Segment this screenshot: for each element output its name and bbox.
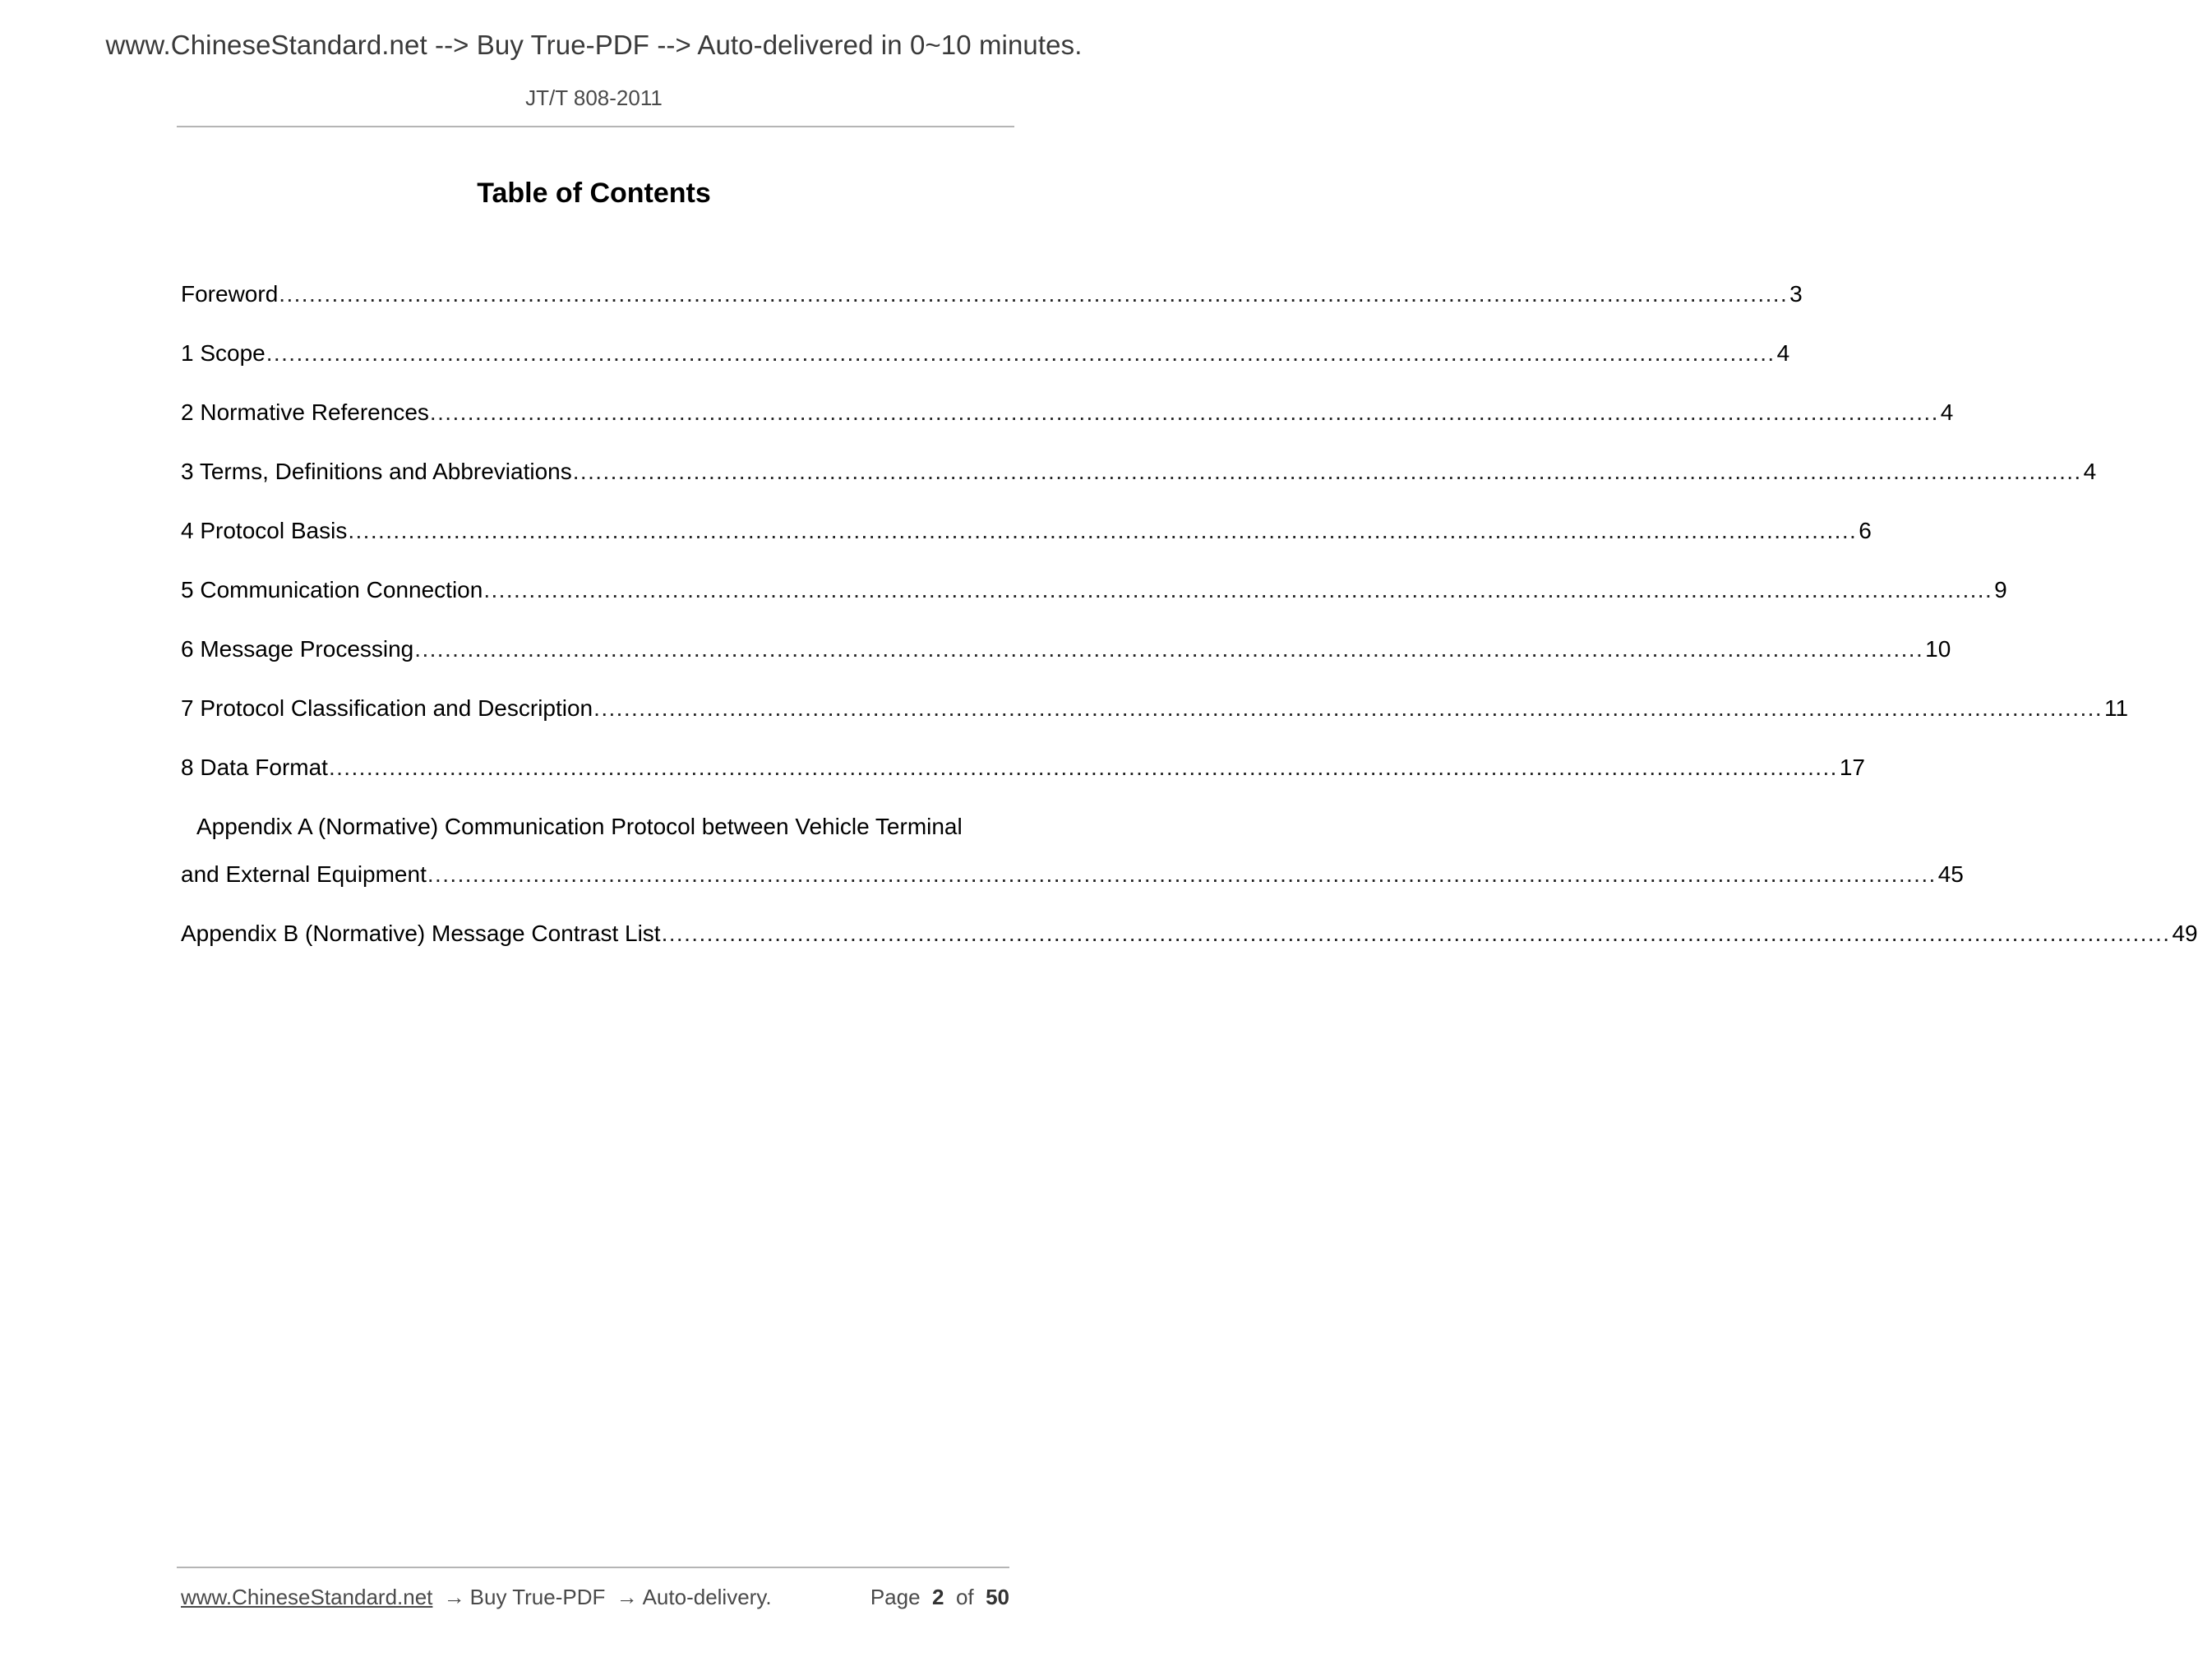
top-banner: www.ChineseStandard.net --> Buy True-PDF --> Auto-delivered in 0~10 minutes. xyxy=(105,30,1083,60)
toc-entry-protocol-classification[interactable] xyxy=(181,692,2129,751)
toc-entry-protocol-basis[interactable] xyxy=(181,515,1872,574)
current-page-number: 2 xyxy=(932,1585,944,1609)
toc-leader-dots: ........................................................................................................................................................................................................ xyxy=(279,281,1789,307)
toc-leader-dots: ........................................................................................................................................................................................................ xyxy=(572,459,2082,484)
toc-leader-dots: ........................................................................................................................................................................................................ xyxy=(266,340,1775,366)
toc-page-number: 45 xyxy=(1937,861,1964,887)
toc-entry-label: 2 Normative References xyxy=(181,399,429,425)
toc-page-number: 11 xyxy=(2104,695,2129,721)
toc-entry-scope[interactable] xyxy=(181,337,1790,396)
toc-entry-label: Appendix B (Normative) Message Contrast List xyxy=(181,921,661,946)
toc-page-number: 17 xyxy=(1839,755,1865,780)
toc-page-number: 4 xyxy=(1940,399,1954,425)
toc-entry-label: 5 Communication Connection xyxy=(181,577,483,602)
arrow-right-icon: → xyxy=(616,1585,638,1609)
footer-buy-text: Buy True-PDF xyxy=(469,1585,606,1609)
toc-entry-terms-definitions[interactable] xyxy=(181,455,2097,515)
toc-entry-label: 7 Protocol Classification and Description xyxy=(181,695,593,721)
toc-leader-dots: ........................................................................................................................................................................................................ xyxy=(661,921,2171,946)
toc-page-number: 9 xyxy=(1994,577,2007,602)
toc-title: Table of Contents xyxy=(477,178,711,209)
toc-entry-label: Appendix A (Normative) Communication Protocol between Vehicle Terminal xyxy=(196,814,963,839)
footer-divider xyxy=(177,1567,1009,1568)
toc-entry-communication-connection[interactable] xyxy=(181,574,2007,633)
page-indicator xyxy=(870,1585,1009,1610)
toc-entry-appendix-a[interactable] xyxy=(181,810,1964,917)
toc-leader-dots: ........................................................................................................................................................................................................ xyxy=(414,636,1924,662)
toc-page-number: 4 xyxy=(2083,459,2097,484)
toc-entry-normative-references[interactable] xyxy=(181,396,1954,455)
toc-entry-label: 6 Message Processing xyxy=(181,636,414,662)
toc-leader-dots: ........................................................................................................................................................................................................ xyxy=(593,695,2103,721)
toc-leader-dots: ........................................................................................................................................................................................................ xyxy=(348,518,1858,543)
toc-page-number: 3 xyxy=(1789,281,1803,307)
toc-leader-dots: ........................................................................................................................................................................................................ xyxy=(427,861,1937,887)
page-footer xyxy=(181,1585,1009,1610)
page-label: Page xyxy=(870,1585,921,1609)
of-label: of xyxy=(955,1585,974,1609)
footer-delivery-text: Auto-delivery. xyxy=(642,1585,772,1609)
toc-page-number: 10 xyxy=(1925,636,1951,662)
header-divider xyxy=(177,126,1014,127)
toc-entry-message-processing[interactable] xyxy=(181,633,1951,692)
toc-page-number: 6 xyxy=(1859,518,1872,543)
footer-site-link[interactable]: www.ChineseStandard.net xyxy=(181,1585,433,1609)
document-code: JT/T 808-2011 xyxy=(525,85,663,110)
toc-leader-dots: ........................................................................................................................................................................................................ xyxy=(328,755,1838,780)
toc-leader-dots: ........................................................................................................................................................................................................ xyxy=(483,577,1993,602)
toc-entry-label-continued: and External Equipment xyxy=(181,861,427,887)
toc-entry-data-format[interactable] xyxy=(181,751,1865,810)
toc-entry-appendix-b[interactable] xyxy=(181,917,2198,976)
toc-entry-label: 3 Terms, Definitions and Abbreviations xyxy=(181,459,572,484)
toc-entry-label: 1 Scope xyxy=(181,340,266,366)
total-page-count: 50 xyxy=(986,1585,1009,1609)
toc-page-number: 49 xyxy=(2172,921,2198,946)
toc-entry-foreword[interactable] xyxy=(181,278,1803,337)
toc-list xyxy=(181,278,2198,976)
toc-entry-label: 4 Protocol Basis xyxy=(181,518,348,543)
toc-entry-label: Foreword xyxy=(181,281,279,307)
toc-page-number: 4 xyxy=(1776,340,1790,366)
toc-leader-dots: ........................................................................................................................................................................................................ xyxy=(429,399,1939,425)
arrow-right-icon: → xyxy=(443,1585,465,1609)
toc-entry-label: 8 Data Format xyxy=(181,755,328,780)
